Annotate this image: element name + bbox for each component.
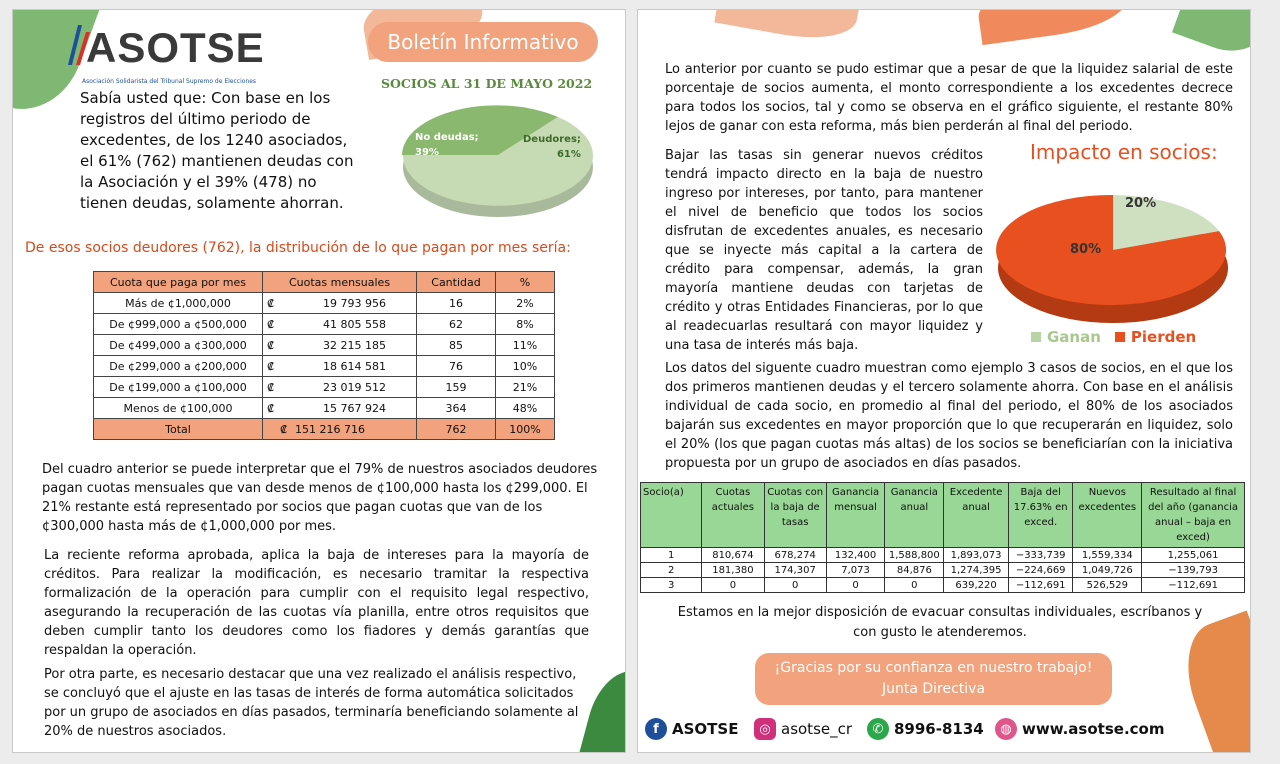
quota-range: De ¢999,000 a ¢500,000: [94, 314, 263, 335]
quota-range: Menos de ¢100,000: [94, 398, 263, 419]
instagram-link[interactable]: [754, 718, 852, 740]
member-count: 76: [417, 356, 496, 377]
currency-symbol: ₡: [263, 314, 292, 335]
cases-table-cell: 526,529: [1073, 578, 1142, 593]
quota-table-header: Cuotas mensuales: [263, 272, 417, 293]
website-label: www.asotse.com: [1022, 720, 1165, 738]
cases-table-cell: −112,691: [1008, 578, 1073, 593]
pie1-value-deudores: 61%: [556, 149, 581, 160]
cases-table-header: Baja del 17.63% en exced.: [1008, 483, 1073, 548]
cases-table-header: Cuotas con la baja de tasas: [764, 483, 826, 548]
cases-table-header: Excedente anual: [944, 483, 1009, 548]
quota-range: De ¢299,000 a ¢200,000: [94, 356, 263, 377]
intro-text: Sabía usted que: Con base en los registros del último periodo de excedentes, de los 1240 asociados, el 61% (762) mantienen deudas con la Asociación y el 39% (478) no tienen deudas, solamente ahorran.: [80, 89, 354, 212]
table-row: [94, 314, 555, 335]
right-paragraph-3: Los datos del siguente cuadro muestran como ejemplo 3 casos de socios, en el que los dos primeros mantienen deudas y el tercero solamente ahorra. Con base en el análisis individual de cada socio, en promedio al final del periodo, el 80% de los asociados bajarán sus excedentes en mayor proporción que lo que recuperarán en liquidez, solo el 20% (los que pagan cuotas más altas) de los socios se beneficiarían con la iniciativa propuesta por un grupo de asociados en días pasados.: [665, 361, 1233, 471]
currency-symbol: ₡: [263, 419, 292, 440]
pie2-legend: [1031, 328, 1196, 346]
thanks-line-2: Junta Directiva: [881, 681, 986, 697]
total-count: 762: [417, 419, 496, 440]
pie1-title: SOCIOS AL 31 DE MAYO 2022: [381, 76, 593, 91]
percentage: 2%: [496, 293, 555, 314]
cases-table-cell: 1: [641, 548, 702, 563]
logo-name: ASOTSE: [86, 24, 265, 71]
currency-symbol: ₡: [263, 293, 292, 314]
quota-table: [93, 271, 555, 440]
table-row: [641, 578, 1245, 593]
whatsapp-link[interactable]: [867, 718, 984, 740]
facebook-icon: f: [645, 718, 667, 740]
table-row: [94, 293, 555, 314]
pie2-value-pierden: 80%: [1070, 242, 1102, 257]
percentage: 11%: [496, 335, 555, 356]
quota-table-header: Cantidad: [417, 272, 496, 293]
leaf-decoration-icon: [1172, 9, 1251, 63]
cases-table-cell: 181,380: [702, 563, 764, 578]
right-paragraph-2: Bajar las tasas sin generar nuevos créditos tendrá impacto directo en la baja de nuestro ingreso por intereses, por tanto, para mantener el nivel de beneficio que todos los socios disfrutan de excedentes anuales, es necesario que se inyecte más capital a la cartera de crédito para compensar, además, la gran mayoría mantiene deudas con tarjetas de crédito y otras Entidades Financieras, por lo que al readecuarlas resultará con mayor liquidez y una tasa de interés más baja.: [665, 148, 983, 353]
logo-tagline: Asociación Solidarista del Tribunal Supremo de Elecciones: [82, 78, 257, 85]
currency-symbol: ₡: [263, 398, 292, 419]
whatsapp-icon: ✆: [867, 718, 889, 740]
cases-table-cell: 1,049,726: [1073, 563, 1142, 578]
leaf-decoration-icon: [714, 9, 861, 47]
currency-symbol: ₡: [263, 377, 292, 398]
cases-table-cell: 1,255,061: [1142, 548, 1245, 563]
pie2-value-ganan: 20%: [1125, 196, 1157, 211]
dribbble-icon: ◍: [995, 718, 1017, 740]
legend-swatch-ganan: [1031, 332, 1041, 342]
cases-table-cell: −112,691: [1142, 578, 1245, 593]
table-row: [94, 335, 555, 356]
cases-table-header: Cuotas actuales: [702, 483, 764, 548]
total-label: Total: [94, 419, 263, 440]
legend-label-pierden: Pierden: [1130, 328, 1197, 346]
pie-chart-socios: [398, 95, 608, 230]
cases-table-cell: 174,307: [764, 563, 826, 578]
table-row: [94, 398, 555, 419]
monthly-amount: 19 793 956: [291, 293, 417, 314]
paragraph-conclusion: Por otra parte, es necesario destacar que una vez realizado el análisis respectivo, se concluyó que el ajuste en las tasas de interés de forma automática solicitados por un grupo de asociados en días pasados, terminaría beneficiando solamente al 20% de nuestros asociados.: [44, 667, 579, 739]
whatsapp-label: 8996-8134: [894, 720, 984, 738]
cases-table-cell: 1,274,395: [944, 563, 1009, 578]
member-count: 62: [417, 314, 496, 335]
percentage: 8%: [496, 314, 555, 335]
monthly-amount: 41 805 558: [291, 314, 417, 335]
member-count: 85: [417, 335, 496, 356]
cases-table-cell: 84,876: [885, 563, 944, 578]
cases-table-cell: 0: [702, 578, 764, 593]
quota-table-header: Cuota que paga por mes: [94, 272, 263, 293]
pie1-label-no-deudas: No deudas;: [415, 132, 479, 143]
facebook-label: ASOTSE: [672, 720, 739, 738]
instagram-icon: ◎: [754, 718, 776, 740]
quota-range: De ¢499,000 a ¢300,000: [94, 335, 263, 356]
leaf-decoration-icon: [975, 9, 1131, 45]
cases-table-header: Ganancia anual: [885, 483, 944, 548]
monthly-amount: 18 614 581: [291, 356, 417, 377]
thanks-box: [755, 653, 1112, 705]
table-row: [94, 377, 555, 398]
cases-table-cell: 1,588,800: [885, 548, 944, 563]
page-right: [637, 9, 1251, 753]
cases-table-cell: 0: [826, 578, 885, 593]
quota-range: De ¢199,000 a ¢100,000: [94, 377, 263, 398]
cases-table-cell: 678,274: [764, 548, 826, 563]
paragraph-reform: La reciente reforma aprobada, aplica la baja de intereses para la mayoría de créditos. Para realizar la modificación, es necesario tramitar la respectiva formalización de la operación para cumplir con el requisito legal respectivo, asegurando la recuperación de las cuotas vía planilla, entre otros requisitos que deben cumplir tanto los deudores como los fiadores y demás garantías que respaldan la operación.: [44, 548, 589, 658]
banner-title: Boletín Informativo: [387, 30, 579, 54]
total-percentage: 100%: [496, 419, 555, 440]
page-left: [12, 9, 626, 753]
table-row: [641, 548, 1245, 563]
cases-table-cell: 0: [885, 578, 944, 593]
quota-range: Más de ¢1,000,000: [94, 293, 263, 314]
table-row: [94, 356, 555, 377]
cases-table-cell: 810,674: [702, 548, 764, 563]
cases-table: [640, 482, 1245, 593]
pie-chart-impacto: [993, 178, 1233, 328]
cases-table-cell: −224,669: [1008, 563, 1073, 578]
member-count: 159: [417, 377, 496, 398]
table-total-row: [94, 419, 555, 440]
pie2-title: Impacto en socios:: [1030, 140, 1218, 164]
cases-table-cell: −139,793: [1142, 563, 1245, 578]
cases-table-cell: 132,400: [826, 548, 885, 563]
right-paragraph-4: Estamos en la mejor disposición de evacuar consultas individuales, escríbanos y con gusto le atenderemos.: [677, 605, 1203, 640]
currency-symbol: ₡: [263, 356, 292, 377]
cases-table-header: Socio(a): [641, 483, 702, 548]
cases-table-cell: 1,559,334: [1073, 548, 1142, 563]
monthly-amount: 23 019 512: [291, 377, 417, 398]
quota-table-header: %: [496, 272, 555, 293]
monthly-amount: 32 215 185: [291, 335, 417, 356]
instagram-label: asotse_cr: [781, 720, 853, 738]
logo: [58, 20, 278, 85]
facebook-link[interactable]: [645, 718, 738, 740]
percentage: 10%: [496, 356, 555, 377]
cases-table-cell: 0: [764, 578, 826, 593]
cases-table-header: Ganancia mensual: [826, 483, 885, 548]
legend-label-ganan: Ganan: [1047, 328, 1101, 346]
percentage: 21%: [496, 377, 555, 398]
website-link[interactable]: [995, 718, 1164, 740]
right-paragraph-1: Lo anterior por cuanto se pudo estimar que a pesar de que la liquidez salarial de este porcentaje de socios aumenta, el monto correspondiente a los excedentes decrece para todos los socios, tal y como se observa en el gráfico siguiente, el restante 80% lejos de ganar con esta reforma, más bien perderán al final del periodo.: [665, 62, 1233, 134]
cases-table-header: Resultado al final del año (ganancia anual – baja en exced): [1142, 483, 1245, 548]
total-amount: 151 216 716: [291, 419, 417, 440]
thanks-line-1: ¡Gracias por su confianza en nuestro trabajo!: [774, 660, 1093, 676]
currency-symbol: ₡: [263, 335, 292, 356]
section-subtitle: De esos socios deudores (762), la distribución de lo que pagan por mes sería:: [25, 240, 571, 256]
cases-table-cell: 7,073: [826, 563, 885, 578]
member-count: 16: [417, 293, 496, 314]
cases-table-cell: 1,893,073: [944, 548, 1009, 563]
cases-table-cell: 2: [641, 563, 702, 578]
legend-swatch-pierden: [1115, 332, 1125, 342]
monthly-amount: 15 767 924: [291, 398, 417, 419]
newsletter-banner: [368, 22, 598, 62]
percentage: 48%: [496, 398, 555, 419]
cases-table-cell: −333,739: [1008, 548, 1073, 563]
cases-table-cell: 3: [641, 578, 702, 593]
cases-table-cell: 639,220: [944, 578, 1009, 593]
table-row: [641, 563, 1245, 578]
cases-table-header: Nuevos excedentes: [1073, 483, 1142, 548]
member-count: 364: [417, 398, 496, 419]
pie1-value-no-deudas: 39%: [415, 147, 439, 158]
paragraph-interpretation: Del cuadro anterior se puede interpretar que el 79% de nuestros asociados deudores pagan cuotas mensuales que van desde menos de ¢100,000 hasta los ¢299,000. El 21% restante está representado por socios que pagan cuotas que van de los ¢300,000 hasta más de ¢1,000,000 por mes.: [42, 462, 598, 534]
pie1-label-deudores: Deudores;: [523, 134, 581, 145]
